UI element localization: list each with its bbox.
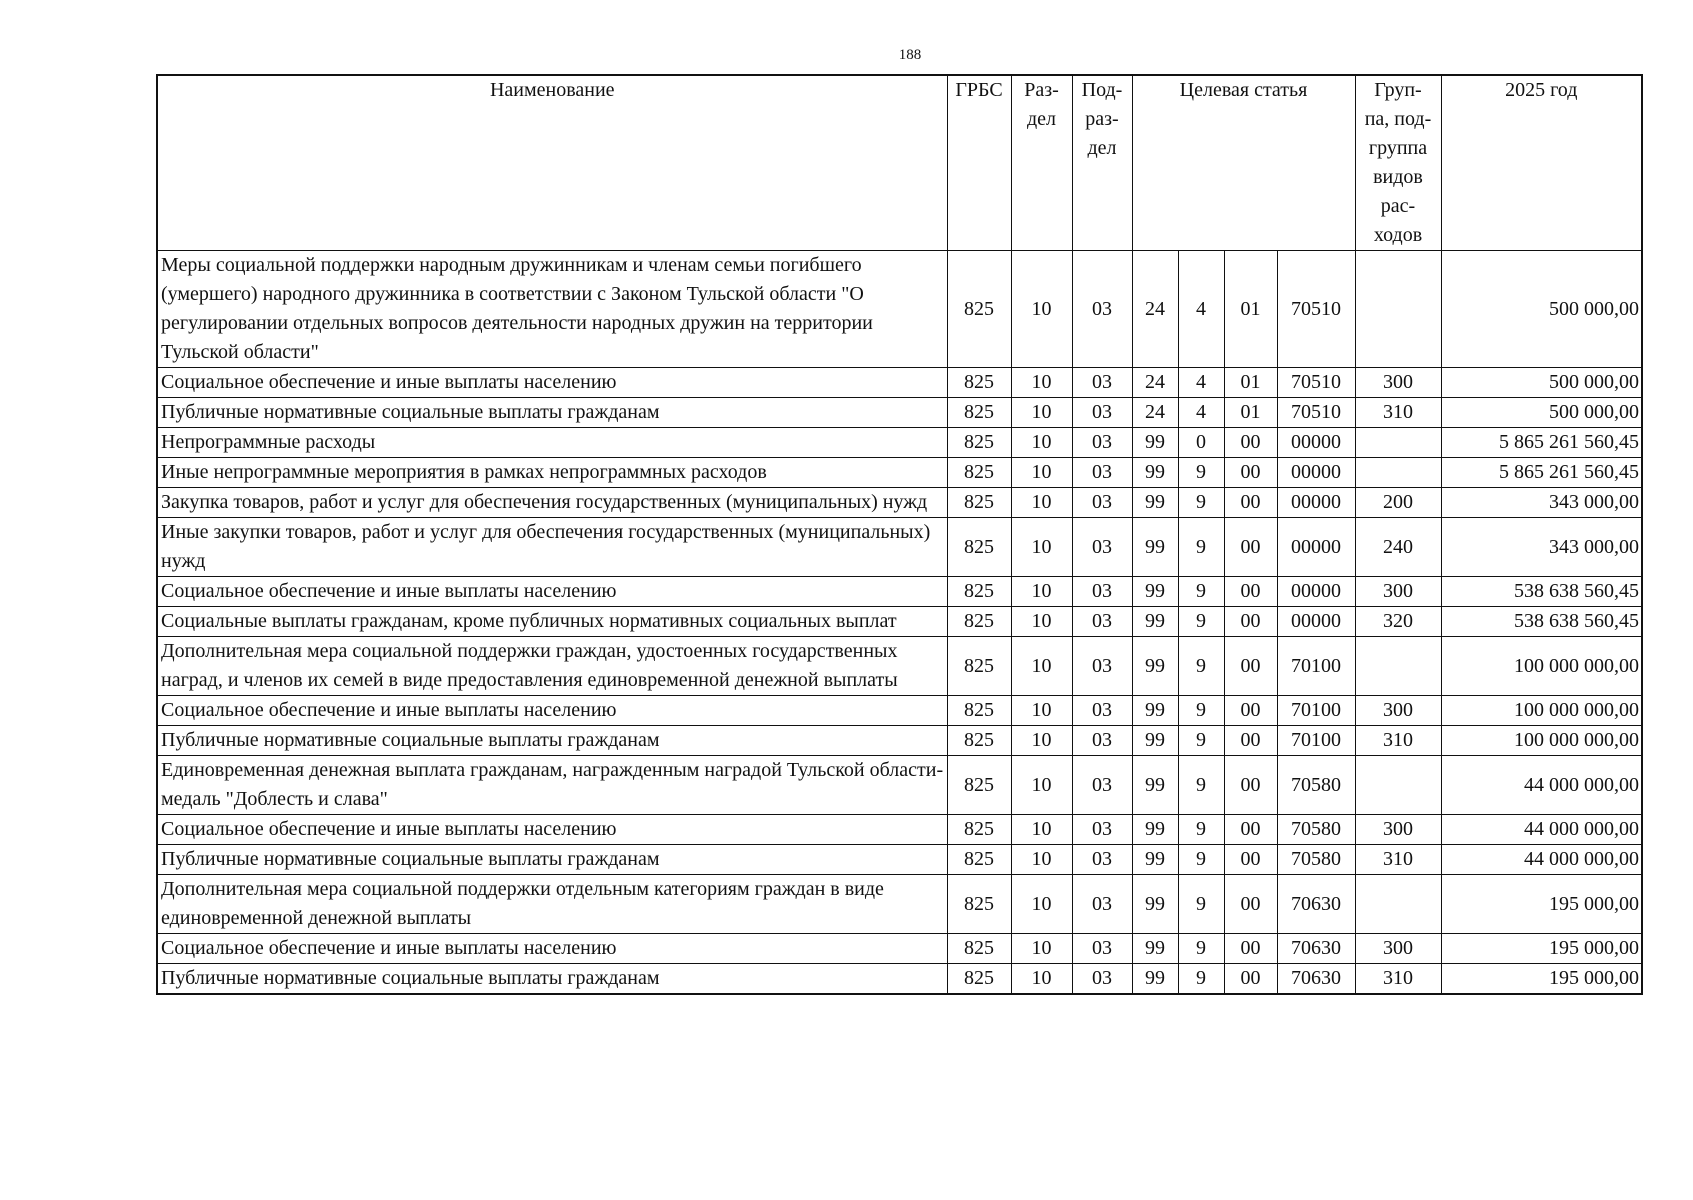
- cell-target-program: 99: [1132, 875, 1178, 934]
- cell-amount-2025: 5 865 261 560,45: [1441, 428, 1642, 458]
- cell-amount-2025: 100 000 000,00: [1441, 726, 1642, 756]
- cell-target-direction: 00000: [1277, 458, 1355, 488]
- cell-target-program: 99: [1132, 458, 1178, 488]
- cell-expense-group: 200: [1355, 488, 1441, 518]
- cell-razdel: 10: [1011, 458, 1072, 488]
- cell-amount-2025: 195 000,00: [1441, 964, 1642, 995]
- cell-name: Иные закупки товаров, работ и услуг для обеспечения государственных (муниципальных) нужд: [157, 518, 947, 577]
- cell-grbs: 825: [947, 964, 1011, 995]
- table-row: [157, 488, 1642, 518]
- cell-target-type: 9: [1178, 845, 1224, 875]
- cell-expense-group: 300: [1355, 696, 1441, 726]
- cell-expense-group: 300: [1355, 934, 1441, 964]
- table-row: [157, 637, 1642, 696]
- cell-target-subprogram: 00: [1224, 428, 1277, 458]
- cell-target-direction: 00000: [1277, 607, 1355, 637]
- cell-target-subprogram: 01: [1224, 251, 1277, 368]
- cell-amount-2025: 500 000,00: [1441, 368, 1642, 398]
- cell-target-subprogram: 01: [1224, 398, 1277, 428]
- cell-podrazdel: 03: [1072, 934, 1132, 964]
- cell-target-direction: 70580: [1277, 756, 1355, 815]
- cell-razdel: 10: [1011, 964, 1072, 995]
- cell-target-subprogram: 00: [1224, 458, 1277, 488]
- cell-target-subprogram: 00: [1224, 577, 1277, 607]
- cell-amount-2025: 44 000 000,00: [1441, 756, 1642, 815]
- cell-grbs: 825: [947, 251, 1011, 368]
- cell-razdel: 10: [1011, 368, 1072, 398]
- cell-grbs: 825: [947, 875, 1011, 934]
- cell-target-program: 99: [1132, 964, 1178, 995]
- cell-podrazdel: 03: [1072, 726, 1132, 756]
- cell-name: Социальное обеспечение и иные выплаты населению: [157, 368, 947, 398]
- cell-target-direction: 70100: [1277, 637, 1355, 696]
- table-row: [157, 251, 1642, 368]
- cell-target-program: 99: [1132, 696, 1178, 726]
- cell-target-subprogram: 00: [1224, 875, 1277, 934]
- cell-target-direction: 00000: [1277, 518, 1355, 577]
- cell-expense-group: 310: [1355, 726, 1441, 756]
- cell-grbs: 825: [947, 428, 1011, 458]
- cell-expense-group: 240: [1355, 518, 1441, 577]
- cell-target-subprogram: 00: [1224, 964, 1277, 995]
- cell-target-direction: 70580: [1277, 815, 1355, 845]
- cell-expense-group: 310: [1355, 964, 1441, 995]
- cell-amount-2025: 343 000,00: [1441, 518, 1642, 577]
- cell-podrazdel: 03: [1072, 637, 1132, 696]
- cell-grbs: 825: [947, 577, 1011, 607]
- cell-name: Иные непрограммные мероприятия в рамках непрограммных расходов: [157, 458, 947, 488]
- cell-target-type: 9: [1178, 488, 1224, 518]
- cell-target-direction: 70630: [1277, 875, 1355, 934]
- cell-target-type: 9: [1178, 577, 1224, 607]
- cell-expense-group: [1355, 458, 1441, 488]
- cell-podrazdel: 03: [1072, 398, 1132, 428]
- cell-razdel: 10: [1011, 518, 1072, 577]
- cell-target-direction: 70510: [1277, 368, 1355, 398]
- cell-target-type: 4: [1178, 251, 1224, 368]
- cell-target-direction: 00000: [1277, 488, 1355, 518]
- cell-razdel: 10: [1011, 845, 1072, 875]
- cell-name: Социальные выплаты гражданам, кроме публичных нормативных социальных выплат: [157, 607, 947, 637]
- cell-grbs: 825: [947, 934, 1011, 964]
- cell-target-subprogram: 00: [1224, 726, 1277, 756]
- table-row: [157, 368, 1642, 398]
- cell-expense-group: 300: [1355, 577, 1441, 607]
- cell-target-type: 9: [1178, 726, 1224, 756]
- cell-podrazdel: 03: [1072, 875, 1132, 934]
- cell-razdel: 10: [1011, 488, 1072, 518]
- header-expense-group: Груп- па, под- группа видов рас- ходов: [1355, 75, 1441, 251]
- cell-target-direction: 00000: [1277, 577, 1355, 607]
- cell-grbs: 825: [947, 845, 1011, 875]
- budget-table: [156, 74, 1643, 995]
- cell-name: Единовременная денежная выплата гражданам, награжденным наградой Тульской области-медаль "Доблесть и слава": [157, 756, 947, 815]
- cell-name: Публичные нормативные социальные выплаты гражданам: [157, 726, 947, 756]
- page-number: 188: [898, 47, 922, 63]
- cell-target-program: 99: [1132, 577, 1178, 607]
- cell-target-subprogram: 00: [1224, 934, 1277, 964]
- cell-grbs: 825: [947, 398, 1011, 428]
- cell-grbs: 825: [947, 458, 1011, 488]
- cell-razdel: 10: [1011, 934, 1072, 964]
- cell-target-direction: 70630: [1277, 964, 1355, 995]
- cell-amount-2025: 100 000 000,00: [1441, 637, 1642, 696]
- cell-target-direction: 70630: [1277, 934, 1355, 964]
- cell-target-type: 9: [1178, 756, 1224, 815]
- cell-name: Социальное обеспечение и иные выплаты населению: [157, 815, 947, 845]
- table-row: [157, 518, 1642, 577]
- cell-grbs: 825: [947, 368, 1011, 398]
- table-row: [157, 875, 1642, 934]
- cell-name: Публичные нормативные социальные выплаты гражданам: [157, 845, 947, 875]
- cell-target-type: 4: [1178, 368, 1224, 398]
- cell-expense-group: 310: [1355, 398, 1441, 428]
- header-razdel: Раз- дел: [1011, 75, 1072, 251]
- cell-target-program: 99: [1132, 428, 1178, 458]
- cell-target-type: 9: [1178, 875, 1224, 934]
- cell-name: Публичные нормативные социальные выплаты гражданам: [157, 964, 947, 995]
- cell-target-program: 99: [1132, 726, 1178, 756]
- cell-target-type: 9: [1178, 637, 1224, 696]
- table-row: [157, 696, 1642, 726]
- cell-name: Социальное обеспечение и иные выплаты населению: [157, 577, 947, 607]
- header-year-2025: 2025 год: [1441, 75, 1642, 251]
- cell-expense-group: [1355, 875, 1441, 934]
- cell-podrazdel: 03: [1072, 845, 1132, 875]
- cell-amount-2025: 100 000 000,00: [1441, 696, 1642, 726]
- cell-podrazdel: 03: [1072, 518, 1132, 577]
- cell-grbs: 825: [947, 637, 1011, 696]
- cell-amount-2025: 538 638 560,45: [1441, 577, 1642, 607]
- cell-amount-2025: 195 000,00: [1441, 875, 1642, 934]
- cell-amount-2025: 500 000,00: [1441, 251, 1642, 368]
- cell-target-program: 99: [1132, 934, 1178, 964]
- header-name: Наименование: [157, 75, 947, 251]
- cell-target-subprogram: 00: [1224, 518, 1277, 577]
- cell-amount-2025: 343 000,00: [1441, 488, 1642, 518]
- table-row: [157, 726, 1642, 756]
- cell-target-program: 24: [1132, 251, 1178, 368]
- table-row: [157, 815, 1642, 845]
- cell-razdel: 10: [1011, 726, 1072, 756]
- table-row: [157, 398, 1642, 428]
- cell-razdel: 10: [1011, 428, 1072, 458]
- cell-amount-2025: 195 000,00: [1441, 934, 1642, 964]
- table-body: [157, 251, 1642, 995]
- cell-razdel: 10: [1011, 637, 1072, 696]
- cell-podrazdel: 03: [1072, 815, 1132, 845]
- cell-target-type: 4: [1178, 398, 1224, 428]
- cell-name: Непрограммные расходы: [157, 428, 947, 458]
- cell-name: Дополнительная мера социальной поддержки граждан, удостоенных государственных наград, и членов их семей в виде предоставления единовременной денежной выплаты: [157, 637, 947, 696]
- table-row: [157, 607, 1642, 637]
- cell-podrazdel: 03: [1072, 577, 1132, 607]
- cell-target-direction: 70510: [1277, 398, 1355, 428]
- cell-grbs: 825: [947, 518, 1011, 577]
- cell-amount-2025: 44 000 000,00: [1441, 845, 1642, 875]
- cell-target-subprogram: 00: [1224, 696, 1277, 726]
- cell-grbs: 825: [947, 696, 1011, 726]
- cell-amount-2025: 44 000 000,00: [1441, 815, 1642, 845]
- cell-razdel: 10: [1011, 607, 1072, 637]
- cell-grbs: 825: [947, 488, 1011, 518]
- cell-target-type: 0: [1178, 428, 1224, 458]
- table-row: [157, 428, 1642, 458]
- cell-expense-group: 300: [1355, 815, 1441, 845]
- cell-target-type: 9: [1178, 518, 1224, 577]
- cell-amount-2025: 538 638 560,45: [1441, 607, 1642, 637]
- cell-name: Закупка товаров, работ и услуг для обеспечения государственных (муниципальных) нужд: [157, 488, 947, 518]
- header-grbs: ГРБС: [947, 75, 1011, 251]
- cell-podrazdel: 03: [1072, 696, 1132, 726]
- cell-target-program: 99: [1132, 607, 1178, 637]
- cell-expense-group: 300: [1355, 368, 1441, 398]
- cell-target-subprogram: 00: [1224, 637, 1277, 696]
- cell-target-type: 9: [1178, 815, 1224, 845]
- cell-target-program: 99: [1132, 815, 1178, 845]
- cell-razdel: 10: [1011, 577, 1072, 607]
- cell-expense-group: [1355, 637, 1441, 696]
- cell-target-direction: 70510: [1277, 251, 1355, 368]
- cell-target-program: 99: [1132, 637, 1178, 696]
- cell-target-direction: 70580: [1277, 845, 1355, 875]
- header-target-article: Целевая статья: [1132, 75, 1355, 251]
- cell-target-direction: 70100: [1277, 696, 1355, 726]
- cell-podrazdel: 03: [1072, 428, 1132, 458]
- cell-name: Социальное обеспечение и иные выплаты населению: [157, 934, 947, 964]
- cell-grbs: 825: [947, 607, 1011, 637]
- cell-target-subprogram: 00: [1224, 756, 1277, 815]
- cell-grbs: 825: [947, 726, 1011, 756]
- table-row: [157, 577, 1642, 607]
- cell-target-subprogram: 00: [1224, 845, 1277, 875]
- cell-target-program: 24: [1132, 368, 1178, 398]
- cell-name: Публичные нормативные социальные выплаты гражданам: [157, 398, 947, 428]
- cell-podrazdel: 03: [1072, 251, 1132, 368]
- cell-target-direction: 70100: [1277, 726, 1355, 756]
- cell-name: Социальное обеспечение и иные выплаты населению: [157, 696, 947, 726]
- cell-target-type: 9: [1178, 934, 1224, 964]
- cell-target-program: 99: [1132, 756, 1178, 815]
- cell-podrazdel: 03: [1072, 964, 1132, 995]
- cell-target-program: 24: [1132, 398, 1178, 428]
- cell-target-subprogram: 00: [1224, 815, 1277, 845]
- cell-razdel: 10: [1011, 756, 1072, 815]
- table-row: [157, 458, 1642, 488]
- cell-target-program: 99: [1132, 488, 1178, 518]
- cell-target-type: 9: [1178, 607, 1224, 637]
- cell-razdel: 10: [1011, 251, 1072, 368]
- cell-podrazdel: 03: [1072, 368, 1132, 398]
- cell-podrazdel: 03: [1072, 607, 1132, 637]
- cell-amount-2025: 5 865 261 560,45: [1441, 458, 1642, 488]
- header-podrazdel: Под- раз- дел: [1072, 75, 1132, 251]
- cell-target-type: 9: [1178, 964, 1224, 995]
- cell-podrazdel: 03: [1072, 488, 1132, 518]
- cell-expense-group: 310: [1355, 845, 1441, 875]
- cell-target-subprogram: 01: [1224, 368, 1277, 398]
- cell-amount-2025: 500 000,00: [1441, 398, 1642, 428]
- table-row: [157, 964, 1642, 995]
- cell-expense-group: [1355, 756, 1441, 815]
- cell-razdel: 10: [1011, 696, 1072, 726]
- cell-name: Меры социальной поддержки народным дружинникам и членам семьи погибшего (умершего) народного дружинника в соответствии с Законом Тульской области "О регулировании отдельных вопросов деятельности народных дружин на территории Тульской области": [157, 251, 947, 368]
- cell-target-program: 99: [1132, 845, 1178, 875]
- cell-target-program: 99: [1132, 518, 1178, 577]
- cell-target-subprogram: 00: [1224, 607, 1277, 637]
- cell-razdel: 10: [1011, 875, 1072, 934]
- cell-grbs: 825: [947, 756, 1011, 815]
- cell-target-type: 9: [1178, 458, 1224, 488]
- cell-razdel: 10: [1011, 815, 1072, 845]
- cell-grbs: 825: [947, 815, 1011, 845]
- cell-target-type: 9: [1178, 696, 1224, 726]
- cell-expense-group: [1355, 251, 1441, 368]
- cell-name: Дополнительная мера социальной поддержки отдельным категориям граждан в виде единовременной денежной выплаты: [157, 875, 947, 934]
- cell-expense-group: 320: [1355, 607, 1441, 637]
- table-row: [157, 934, 1642, 964]
- cell-target-direction: 00000: [1277, 428, 1355, 458]
- cell-target-subprogram: 00: [1224, 488, 1277, 518]
- cell-razdel: 10: [1011, 398, 1072, 428]
- cell-podrazdel: 03: [1072, 756, 1132, 815]
- table-row: [157, 756, 1642, 815]
- table-header-row: [157, 75, 1642, 251]
- cell-expense-group: [1355, 428, 1441, 458]
- table-row: [157, 845, 1642, 875]
- cell-podrazdel: 03: [1072, 458, 1132, 488]
